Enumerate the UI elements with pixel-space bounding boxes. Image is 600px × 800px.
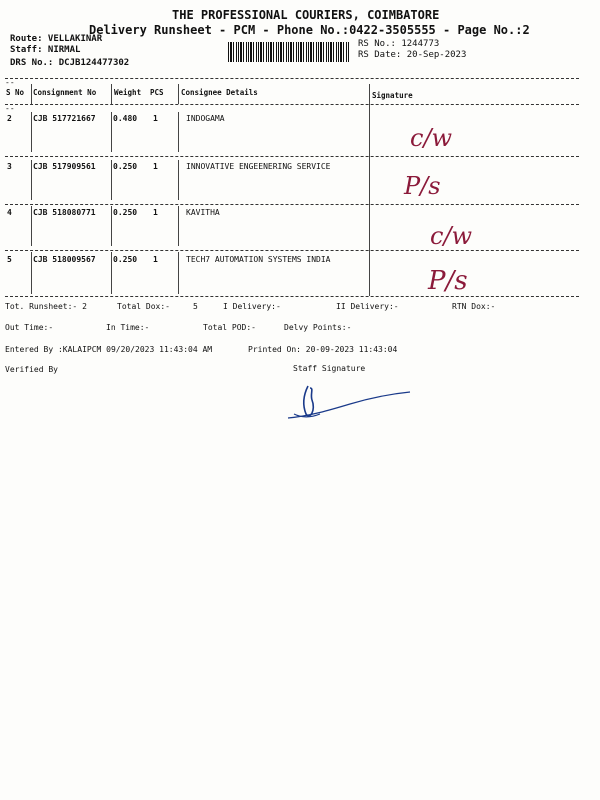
row-divider: [5, 204, 579, 205]
delivery-mark: c/w: [430, 222, 473, 250]
row-sno: 5: [7, 255, 12, 264]
row-consignee: INNOVATIVE ENGEENERING SERVICE: [186, 162, 331, 171]
row-consignment: CJB 518080771: [33, 208, 96, 217]
delivery-mark: c/w: [410, 124, 453, 152]
row-pcs: 1: [153, 255, 158, 264]
tot-runsheet: Tot. Runsheet:- 2: [5, 302, 87, 311]
col-consignment: Consignment No: [33, 88, 97, 97]
row-pcs: 1: [153, 208, 158, 217]
out-time: Out Time:-: [5, 323, 54, 332]
company-name: THE PROFESSIONAL COURIERS, COIMBATORE: [172, 8, 440, 22]
row-divider: [5, 250, 579, 251]
col-pcs: PCS: [150, 88, 164, 97]
row-weight: 0.250: [113, 208, 138, 217]
barcode: [228, 42, 350, 62]
col-signature: Signature: [372, 91, 413, 100]
row-consignee: INDOGAMA: [186, 114, 225, 123]
total-dox-label: Total Dox:-: [117, 302, 170, 311]
divider: [5, 104, 579, 105]
entered-by: Entered By :KALAIPCM 09/20/2023 11:43:04 AM: [5, 345, 213, 354]
row-consignment: CJB 517721667: [33, 114, 96, 123]
rtn-dox: RTN Dox:-: [452, 302, 496, 311]
delvy-points: Delvy Points:-: [284, 323, 352, 332]
row-consignment: CJB 517909561: [33, 162, 96, 171]
delivery-mark: P/s: [428, 266, 468, 296]
row-consignment: CJB 518009567: [33, 255, 96, 264]
row-sno: 2: [7, 114, 12, 123]
row-weight: 0.250: [113, 162, 138, 171]
total-dox-value: 5: [193, 302, 198, 311]
row-sno: 3: [7, 162, 12, 171]
row-weight: 0.250: [113, 255, 138, 264]
drs-number: DRS No.: DCJB124477302: [10, 58, 130, 68]
col-sno: S No: [6, 88, 25, 97]
rs-number: RS No.: 1244773: [358, 39, 440, 49]
row-sno: 4: [7, 208, 12, 217]
row-divider: [5, 296, 579, 297]
runsheet-title: Delivery Runsheet - PCM - Phone No.:0422-3505555 - Page No.:2: [89, 23, 530, 37]
delivery-mark: P/s: [404, 172, 441, 200]
divider: [5, 78, 579, 79]
ii-delivery: II Delivery:-: [336, 302, 399, 311]
row-divider: [5, 156, 579, 157]
row-pcs: 1: [153, 114, 158, 123]
row-consignee: TECH7 AUTOMATION SYSTEMS INDIA: [186, 255, 331, 264]
col-consignee: Consignee Details: [181, 88, 258, 97]
route-label: Route: VELLAKINAR: [10, 34, 103, 44]
row-consignee: KAVITHA: [186, 208, 220, 217]
row-pcs: 1: [153, 162, 158, 171]
i-delivery: I Delivery:-: [223, 302, 281, 311]
rs-date: RS Date: 20-Sep-2023: [358, 50, 467, 60]
row-weight: 0.480: [113, 114, 138, 123]
in-time: In Time:-: [106, 323, 150, 332]
staff-signature-label: Staff Signature: [293, 364, 366, 373]
col-weight: Weight: [114, 88, 142, 97]
staff-signature: [280, 380, 415, 425]
total-pod: Total POD:-: [203, 323, 256, 332]
staff-label: Staff: NIRMAL: [10, 45, 81, 55]
printed-on: Printed On: 20-09-2023 11:43:04: [248, 345, 398, 354]
verified-by: Verified By: [5, 365, 58, 374]
